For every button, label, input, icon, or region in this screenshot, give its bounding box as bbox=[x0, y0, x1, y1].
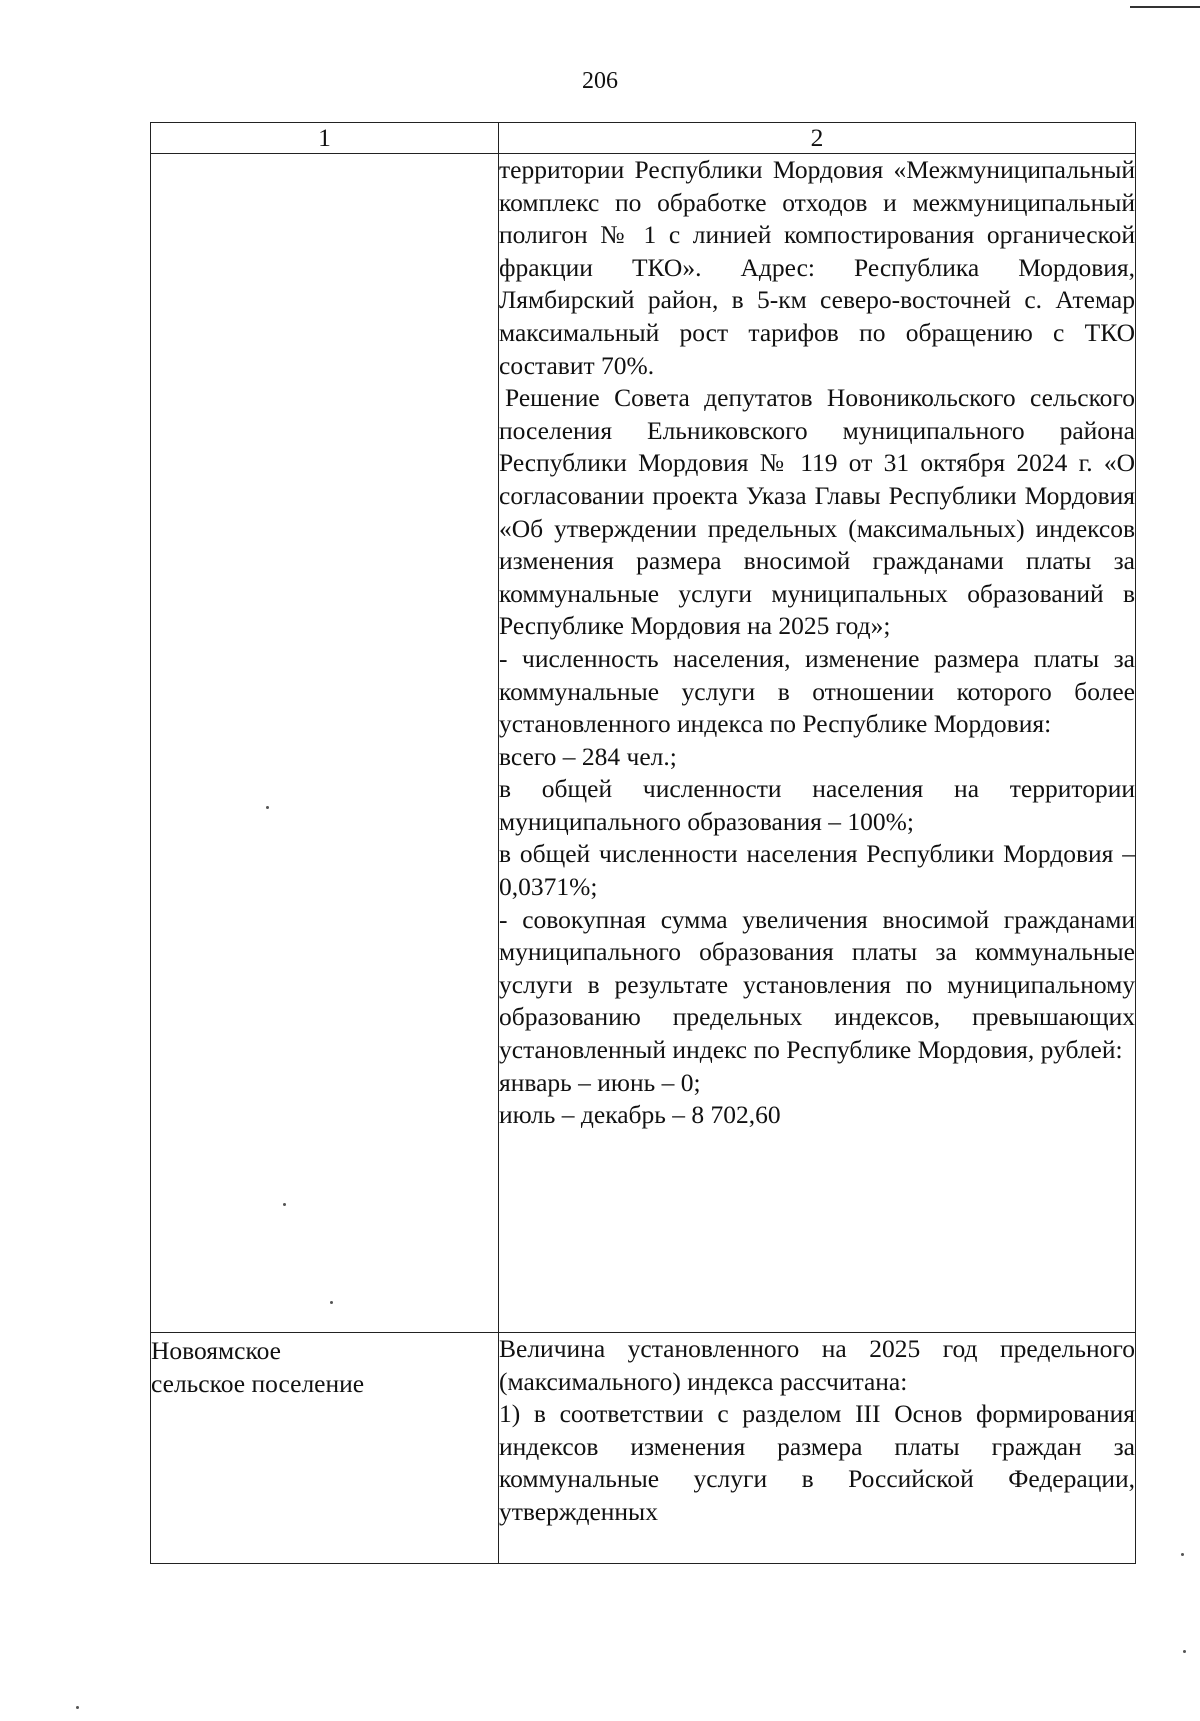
municipality-name-line2: сельское поселение bbox=[151, 1368, 365, 1398]
scan-speck bbox=[266, 806, 269, 809]
municipality-name-line1: Новоямское bbox=[151, 1336, 281, 1365]
paragraph: 1) в соответствии с разделом III Основ формирования индексов изменения размера платы граждан за коммунальные услуги в Российской Федерации, утвержденных bbox=[499, 1399, 1135, 1526]
scan-speck bbox=[1181, 1553, 1184, 1556]
paragraph: - совокупная сумма увеличения вносимой гражданами муниципального образования платы за коммунальные услуги в результате установления по муниципальному образованию предельных индексов, превышающих установленный индекс по Республике Мордовия, рублей: bbox=[499, 904, 1135, 1065]
scan-speck bbox=[1183, 1650, 1186, 1653]
column-header-2: 2 bbox=[499, 123, 1136, 154]
paragraph: - численность населения, изменение размера платы за коммунальные услуги в отношении которого более установленного индекса по Республике Мордовия: bbox=[499, 643, 1135, 739]
paragraph: июль – декабрь – 8 702,60 bbox=[499, 1100, 781, 1130]
row2-description-cell bbox=[499, 1333, 1136, 1564]
scan-speck bbox=[76, 1706, 79, 1709]
row2-municipality-cell bbox=[151, 1333, 499, 1564]
table-row bbox=[151, 154, 1136, 1333]
table-header-row bbox=[151, 123, 1136, 154]
paragraph: в общей численности населения на территории муниципального образования – 100%; bbox=[499, 774, 1135, 836]
paragraph: в общей численности населения Республики Мордовия – 0,0371%; bbox=[499, 839, 1135, 902]
paragraph: Решение Совета депутатов Новоникольского сельского поселения Ельниковского муниципального района Республики Мордовия № 119 от 31 октября 2024 г. «О согласовании проекта Указа Главы Республики Мордовия «Об утверждении предельных (максимальных) индексов изменения размера вносимой гражданами платы за коммунальные услуги муниципальных образований в Республике Мордовия на 2025 год»; bbox=[499, 383, 1135, 641]
scan-speck bbox=[330, 1301, 333, 1304]
paragraph: Величина установленного на 2025 год предельного (максимального) индекса рассчитана: bbox=[499, 1334, 1135, 1396]
table-row bbox=[151, 1333, 1136, 1564]
row1-municipality-cell bbox=[151, 154, 499, 1333]
row1-description-cell bbox=[499, 154, 1136, 1333]
scan-speck bbox=[283, 1203, 286, 1206]
paragraph: территории Республики Мордовия «Межмуниципальный комплекс по обработке отходов и межмуниципальный полигон № 1 с линией компостирования органической фракции ТКО». Адрес: Республика Мордовия, Лямбирский район, в 5-км северо-восточней с. Атемар максимальный рост тарифов по обращению с ТКО составит 70%. bbox=[499, 155, 1135, 380]
paragraph: всего – 284 чел.; bbox=[499, 741, 677, 771]
corner-scan-rule bbox=[1130, 6, 1200, 8]
paragraph: январь – июнь – 0; bbox=[499, 1067, 701, 1097]
page-number: 206 bbox=[582, 68, 618, 94]
column-header-1: 1 bbox=[151, 123, 499, 154]
document-table bbox=[150, 122, 1136, 1564]
